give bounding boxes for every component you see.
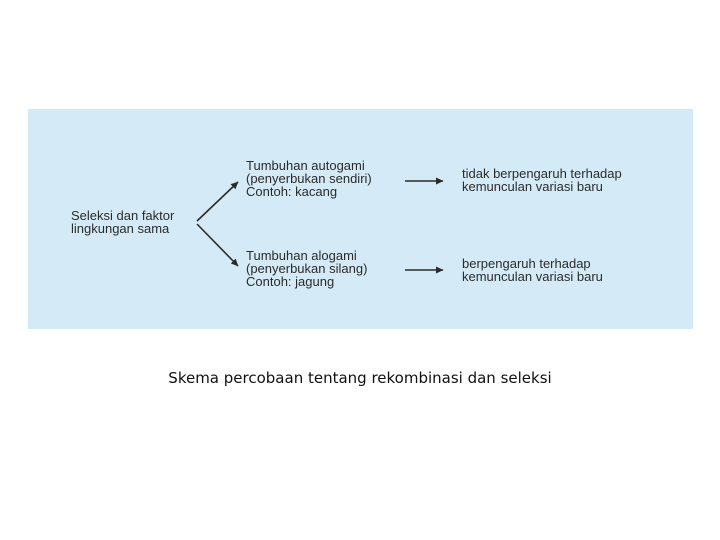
branch-autogami-line-1: Tumbuhan autogami [246, 158, 365, 173]
branch-alogami-line-3: Contoh: jagung [246, 274, 335, 289]
result-node-alogami [462, 257, 603, 283]
result-alogami-line-1: berpengaruh terhadap [462, 256, 591, 271]
result-node-autogami [462, 167, 622, 193]
branch-autogami-line-3: Contoh: kacang [246, 184, 338, 199]
result-alogami-line-2: kemunculan variasi baru [462, 269, 603, 284]
branch-alogami-line-1: Tumbuhan alogami [246, 248, 357, 263]
root-line-1: Seleksi dan faktor [71, 208, 175, 223]
branch-alogami-line-2: (penyerbukan silang) [246, 261, 368, 276]
branch-node-autogami [246, 159, 372, 198]
result-autogami-line-1: tidak berpengaruh terhadap [462, 166, 622, 181]
figure-caption: Skema percobaan tentang rekombinasi dan seleksi [168, 369, 552, 387]
result-autogami-line-2: kemunculan variasi baru [462, 179, 603, 194]
root-node [71, 209, 174, 235]
branch-autogami-line-2: (penyerbukan sendiri) [246, 171, 372, 186]
branch-node-alogami [246, 249, 367, 288]
root-line-2: lingkungan sama [71, 221, 170, 236]
